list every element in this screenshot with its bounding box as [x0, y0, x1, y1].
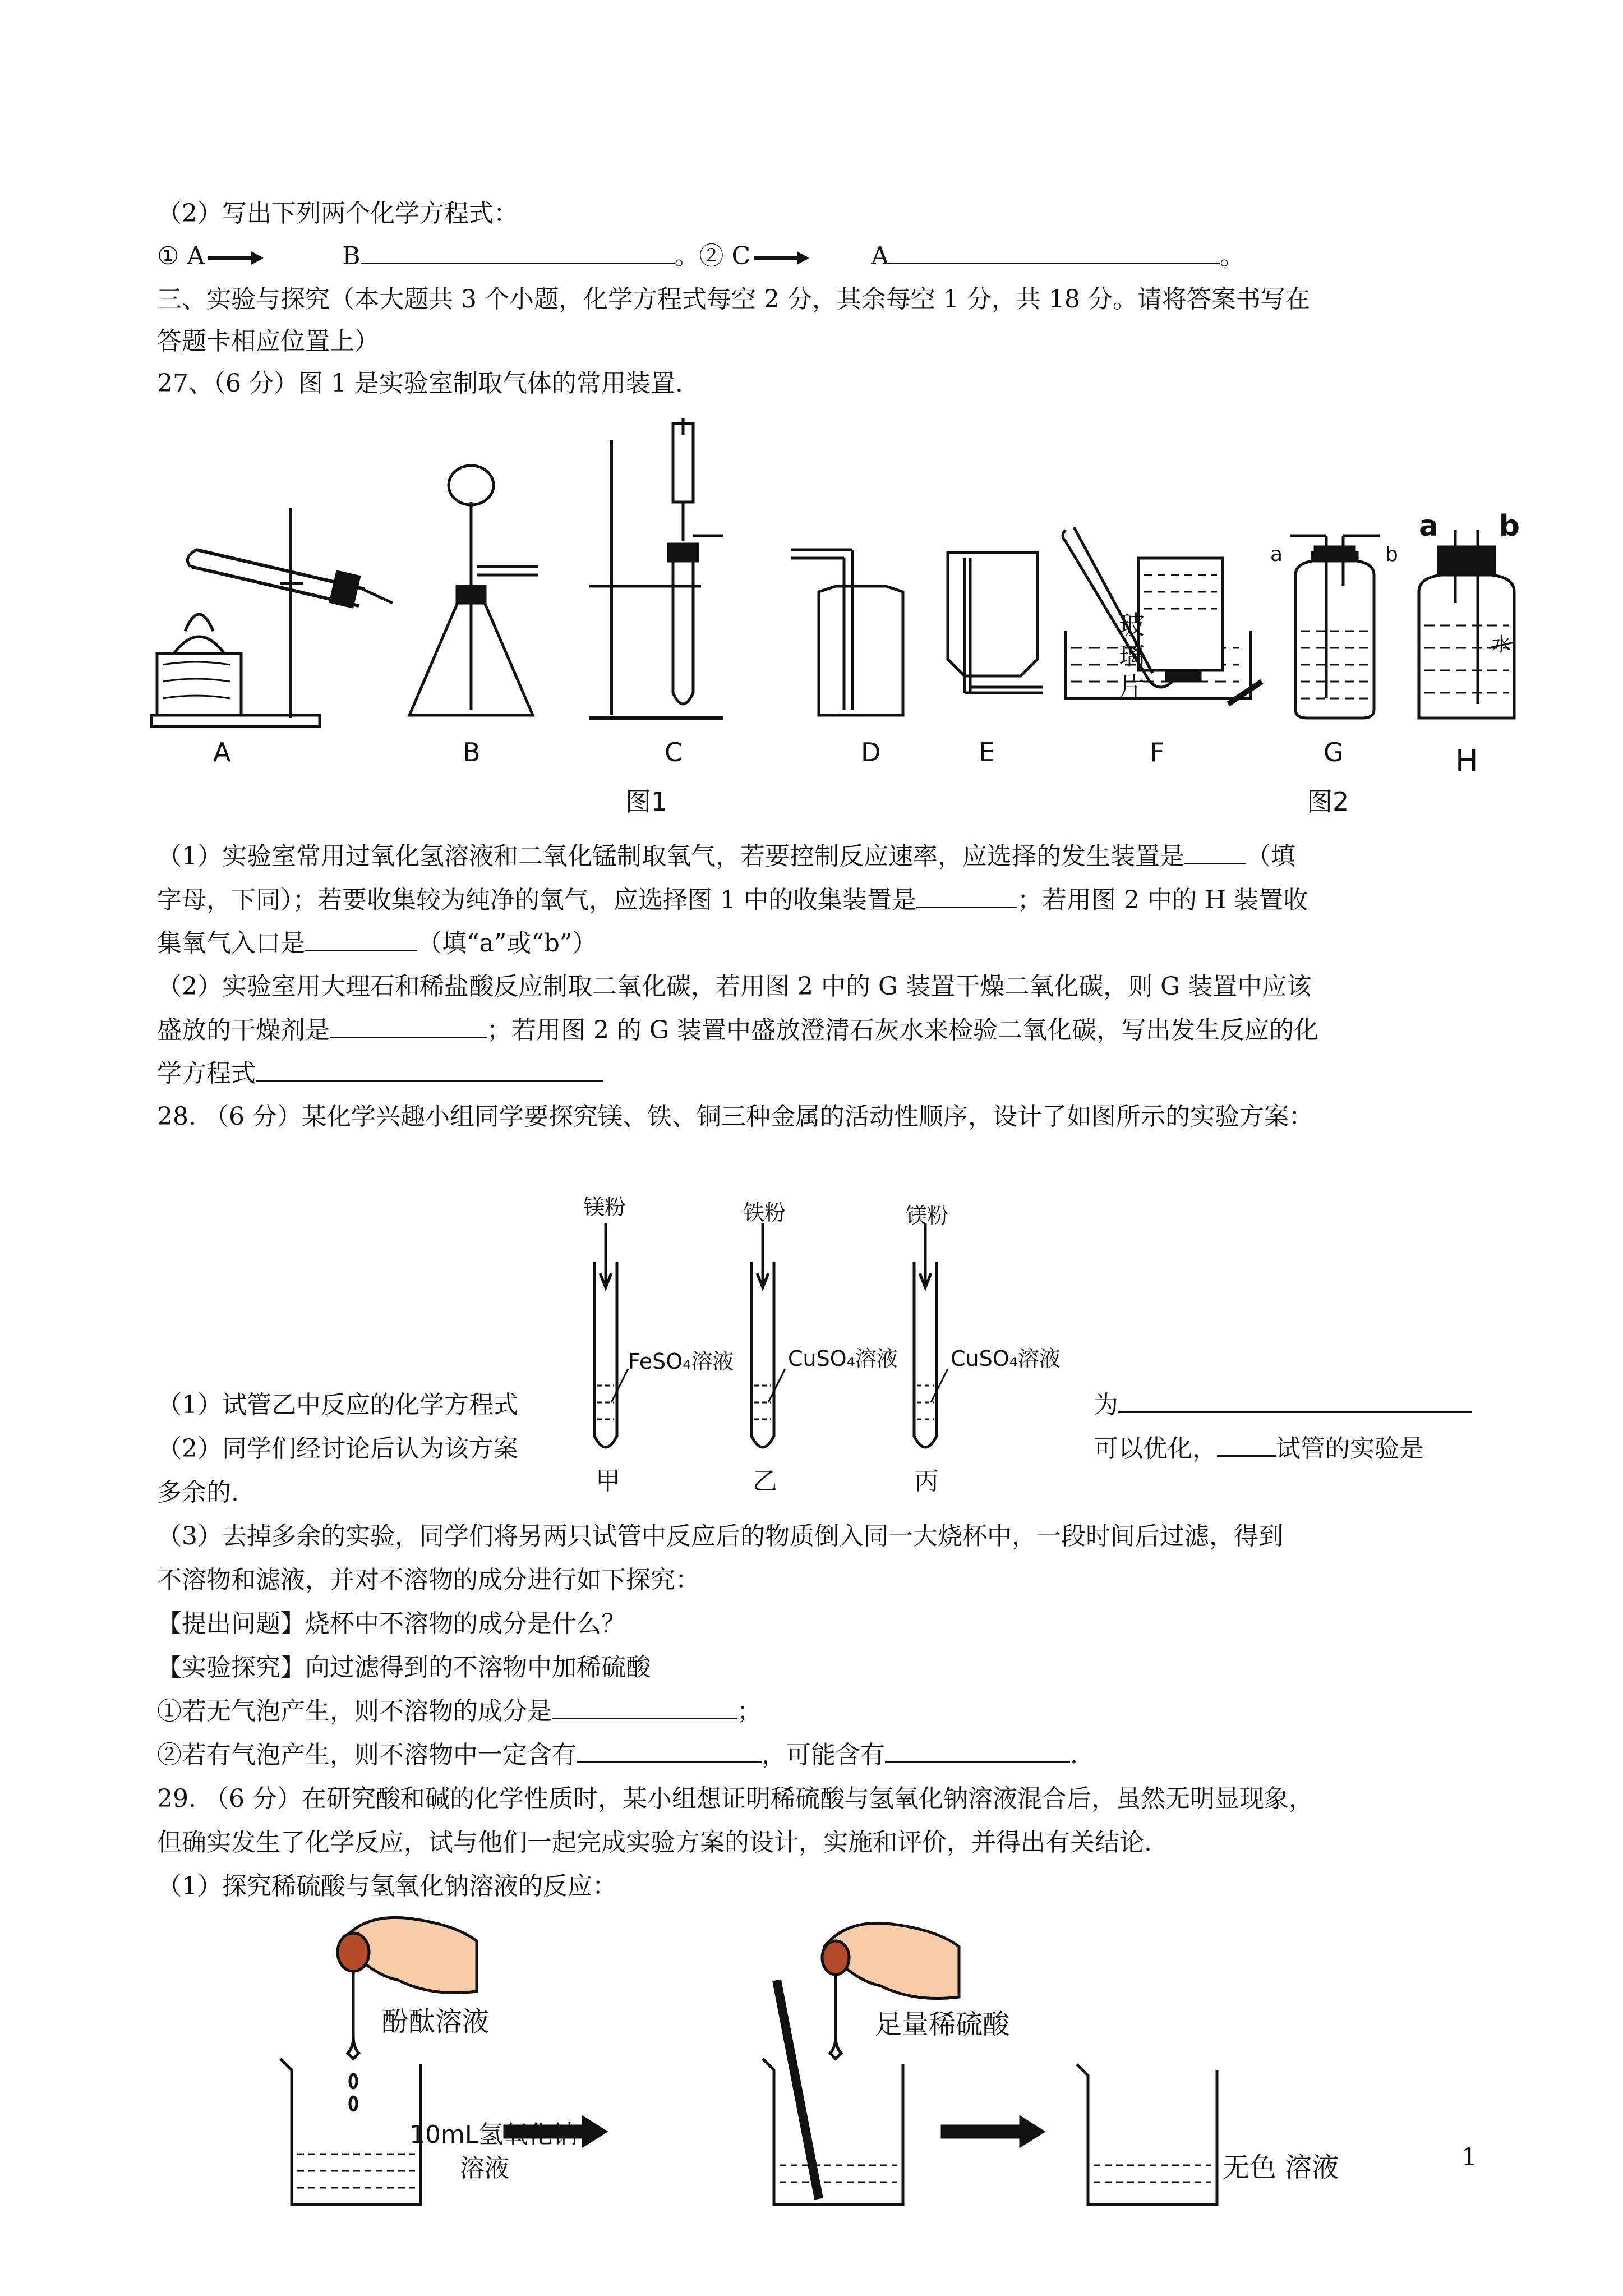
q29-p1: （1）探究稀硫酸与氢氧化钠溶液的反应：: [157, 1872, 617, 1901]
q27-p1-line2: 字母，下同）；若要收集较为纯净的氧气，应选择图 1 中的收集装置是 ；若用图 2 中的 H 装置收: [157, 884, 1308, 917]
q27-stem: 27、（6 分）图 1 是实验室制取气体的常用装置.: [157, 369, 683, 398]
q28-p1: （1）试管乙中反应的化学方程式: [157, 1391, 518, 1419]
eq-sep: 。② C: [674, 242, 751, 270]
q28-p2-cont: 可以优化， 试管的实验是: [1094, 1433, 1424, 1465]
apparatus-b: [409, 466, 538, 715]
arrow-icon: [754, 256, 807, 260]
glass-label-2: 璃: [1119, 641, 1145, 671]
eq2-mid: A: [871, 242, 889, 270]
label-b: B: [463, 737, 481, 767]
apparatus-e: [948, 553, 1043, 693]
label-h: H: [1455, 743, 1478, 779]
q27-p1-line3: 集氧气入口是 （填“a”或“b”）: [157, 927, 597, 960]
eq1-answer-blank[interactable]: [361, 240, 675, 264]
section3-title: 三、实验与探究（本大题共 3 个小题，化学方程式每空 2 分，其余每空 1 分，共 18 分。请将答案书写在: [157, 285, 1310, 314]
label-a: A: [213, 737, 231, 767]
h-port-a: a: [1419, 509, 1439, 543]
eq-end: 。: [1220, 242, 1244, 270]
q27-p2-line3: 学方程式: [157, 1057, 603, 1090]
q29-line1: 29. （6 分）在研究酸和碱的化学性质时，某小组想证明稀硫酸与氢氧化钠溶液混合后，虽然无明显现象，: [157, 1784, 1313, 1813]
fig1-caption: 图1: [625, 786, 668, 817]
q26-part2-intro: （2）写出下列两个化学方程式：: [157, 199, 518, 228]
q27-apparatus-figure: [151, 418, 1520, 827]
label-g: G: [1324, 737, 1344, 767]
q28-p2: （2）同学们经讨论后认为该方案: [157, 1434, 518, 1463]
q28-p3-line1: （3）去掉多余的实验，同学们将另两只试管中反应后的物质倒入同一大烧杯中，一段时间后过滤，得到: [157, 1522, 1283, 1550]
tube-name-2: 乙: [753, 1467, 777, 1496]
glass-label-3: 片: [1119, 671, 1145, 702]
eq2-answer-blank[interactable]: [889, 240, 1220, 264]
tube-top-1: 镁粉: [583, 1195, 626, 1220]
glass-label-1: 玻: [1119, 610, 1145, 640]
q28-p2-line2: 多余的.: [157, 1478, 239, 1507]
g-port-b: b: [1385, 543, 1398, 566]
tube-solution-3: CuSO₄溶液: [951, 1346, 1061, 1371]
q26-equations: [157, 240, 1244, 273]
q28-stem: 28. （6 分）某化学兴趣小组同学要探究镁、铁、铜三种金属的活动性顺序，设计了如图所示的实验方案：: [157, 1102, 1313, 1131]
q27-blank-inlet[interactable]: [305, 927, 417, 951]
g-port-a: a: [1270, 543, 1283, 566]
tube-solution-2: CuSO₄溶液: [788, 1346, 898, 1371]
beaker1-label-line2: 溶液: [460, 2154, 509, 2183]
arrow-icon: [208, 256, 261, 260]
apparatus-g: [1290, 536, 1380, 718]
beaker1-label-line1: 10mL氢氧化钠: [409, 2120, 578, 2149]
label-f: F: [1150, 737, 1165, 767]
q28-p3-line2: 不溶物和滤液，并对不溶物的成分进行如下探究：: [157, 1566, 700, 1594]
tube-top-2: 铁粉: [743, 1200, 786, 1225]
tube-name-1: 甲: [596, 1467, 620, 1496]
q28-blank-insoluble[interactable]: [552, 1695, 737, 1719]
page-number: 1: [1461, 2143, 1477, 2171]
label-d: D: [861, 737, 881, 767]
q29-line2: 但确实发生了化学反应，试与他们一起完成实验方案的设计，实施和评价，并得出有关结论.: [157, 1828, 1152, 1857]
label-c: C: [665, 737, 683, 767]
q28-explore: 【实验探究】向过滤得到的不溶物中加稀硫酸: [157, 1653, 651, 1682]
q27-blank-desiccant[interactable]: [330, 1014, 487, 1038]
apparatus-a: [151, 508, 393, 726]
h-port-b: b: [1498, 509, 1520, 543]
tube-solution-1: FeSO₄溶液: [628, 1349, 734, 1374]
fig2-caption: 图2: [1307, 786, 1349, 817]
dropper1-label: 酚酞溶液: [381, 2006, 490, 2037]
apparatus-c: [589, 418, 723, 718]
q28-blank-tube[interactable]: [1217, 1433, 1276, 1457]
q28-blank-may-contain[interactable]: [885, 1739, 1070, 1763]
label-e: E: [979, 737, 995, 767]
h-water-label: 水: [1492, 633, 1511, 656]
beaker-2: [763, 2059, 903, 2205]
q28-test-tube-figure: [561, 1189, 1094, 1496]
q27-p2-line1: （2）实验室用大理石和稀盐酸反应制取二氧化碳，若用图 2 中的 G 装置干燥二氧化碳，则 G 装置中应该: [157, 972, 1312, 1001]
tube-top-3: 镁粉: [906, 1203, 949, 1228]
q28-p1-answer: 为: [1094, 1389, 1472, 1421]
beaker3-label: 无色 溶液: [1223, 2152, 1339, 2183]
q27-blank-equation[interactable]: [256, 1057, 603, 1082]
section3-title-cont: 答题卡相应位置上）: [157, 327, 379, 356]
beaker-3: [1077, 2064, 1217, 2205]
q28-case2: ②若有气泡产生，则不溶物中一定含有 ，可能含有 .: [157, 1739, 1078, 1772]
q27-p1-line1: （1）实验室常用过氧化氢溶液和二氧化锰制取氧气，若要控制反应速率，应选择的发生装置是 （填: [157, 840, 1295, 873]
eq1-prefix: ① A: [157, 242, 205, 270]
q28-problem: 【提出问题】烧杯中不溶物的成分是什么？: [157, 1609, 626, 1638]
q29-procedure-figure: [269, 1907, 1419, 2210]
hand-dropper-2: [777, 1923, 959, 2199]
q27-p2-line2: 盛放的干燥剂是 ；若用图 2 的 G 装置中盛放澄清石灰水来检验二氧化碳，写出发生反应的化: [157, 1014, 1318, 1047]
q27-blank-generator[interactable]: [1184, 840, 1246, 864]
q28-blank-must-contain[interactable]: [577, 1739, 762, 1763]
q27-blank-collector[interactable]: [916, 884, 1017, 908]
dropper2-label: 足量稀硫酸: [875, 2009, 1010, 2040]
tube-name-3: 丙: [914, 1467, 939, 1496]
apparatus-h: [1419, 530, 1514, 718]
eq1-mid: B: [342, 242, 361, 270]
q28-case1: ①若无气泡产生，则不溶物的成分是 ；: [157, 1695, 762, 1728]
q28-blank-equation[interactable]: [1118, 1389, 1472, 1413]
apparatus-f: [1063, 527, 1262, 704]
apparatus-d: [791, 550, 903, 715]
